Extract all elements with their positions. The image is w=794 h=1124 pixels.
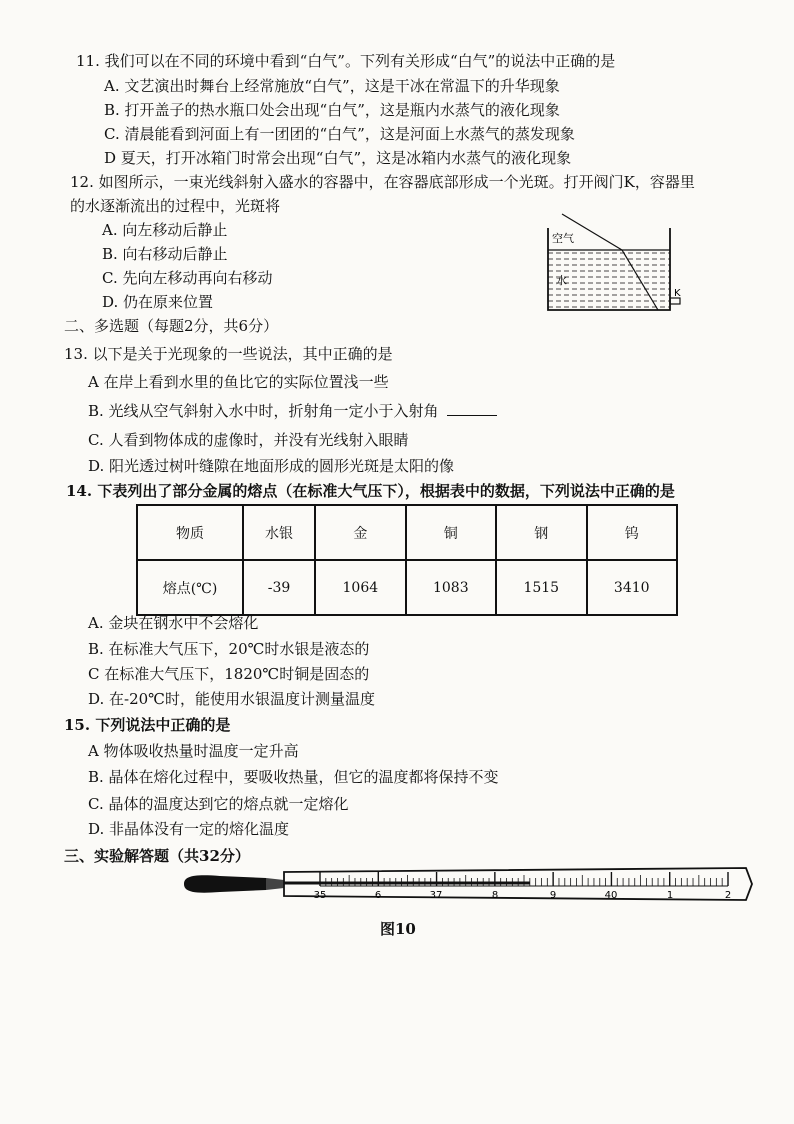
q11-option-d: D 夏天，打开冰箱门时常会出现“白气”，这是冰箱内水蒸气的液化现象 <box>104 149 572 167</box>
q12-option-a: A. 向左移动后静止 <box>102 221 228 239</box>
table-cell: 铜 <box>406 505 496 560</box>
q14-stem: 14. 下表列出了部分金属的熔点（在标准大气压下），根据表中的数据，下列说法中正确的是 <box>66 482 675 500</box>
q14-option-c: C 在标准大气压下，1820℃时铜是固态的 <box>88 665 370 683</box>
q13-option-d: D. 阳光透过树叶缝隙在地面形成的圆形光斑是太阳的像 <box>88 457 455 475</box>
q12-option-c: C. 先向左移动再向右移动 <box>102 269 273 287</box>
q14-option-b: B. 在标准大气压下，20℃时水银是液态的 <box>88 640 370 658</box>
q15-option-b: B. 晶体在熔化过程中，要吸收热量，但它的温度都将保持不变 <box>88 768 499 786</box>
q13-option-b-row <box>88 400 497 422</box>
table-cell: 熔点(℃) <box>137 560 243 615</box>
q13-stem: 13. 以下是关于光现象的一些说法，其中正确的是 <box>64 345 393 363</box>
thermometer-bulb <box>184 875 266 892</box>
tick-label: 9 <box>549 890 557 901</box>
q11-option-c: C. 清晨能看到河面上有一团团的“白气”，这是河面上水蒸气的蒸发现象 <box>104 125 575 143</box>
q13-option-a: A 在岸上看到水里的鱼比它的实际位置浅一些 <box>88 373 389 391</box>
answer-blank <box>447 401 497 416</box>
table-header-row <box>137 505 677 560</box>
table-cell: 1083 <box>406 560 496 615</box>
figure-caption: 图10 <box>380 920 416 938</box>
table-cell: 金 <box>315 505 405 560</box>
valve-label: K <box>674 288 681 299</box>
q15-option-d: D. 非晶体没有一定的熔化温度 <box>88 820 290 838</box>
water-label: 水 <box>556 274 567 287</box>
table-row <box>137 560 677 615</box>
q15-option-c: C. 晶体的温度达到它的熔点就一定熔化 <box>88 795 349 813</box>
section-2-heading: 二、多选题（每题2分，共6分） <box>64 317 279 335</box>
tick-label: 40 <box>604 890 618 901</box>
q14-option-d: D. 在-20℃时，能使用水银温度计测量温度 <box>88 690 375 708</box>
q12-stem-line2: 的水逐渐流出的过程中，光斑将 <box>70 197 281 215</box>
table-cell: 1515 <box>496 560 586 615</box>
q11-stem: 11. 我们可以在不同的环境中看到“白气”。下列有关形成“白气”的说法中正确的是 <box>76 52 616 70</box>
q12-stem-line1: 12. 如图所示，一束光线斜射入盛水的容器中，在容器底部形成一个光斑。打开阀门K，容器里 <box>70 173 695 191</box>
table-cell: 钨 <box>587 505 678 560</box>
table-cell: -39 <box>243 560 315 615</box>
q13-option-b: B. 光线从空气斜射入水中时，折射角一定小于入射角 <box>88 402 439 420</box>
tick-label: 37 <box>429 890 443 901</box>
air-label: 空气 <box>552 232 574 245</box>
refraction-container-diagram <box>540 208 690 318</box>
q11-option-b: B. 打开盖子的热水瓶口处会出现“白气”，这是瓶内水蒸气的液化现象 <box>104 101 560 119</box>
q15-option-a: A 物体吸收热量时温度一定升高 <box>88 742 299 760</box>
q15-stem: 15. 下列说法中正确的是 <box>64 716 231 734</box>
q11-option-a: A. 文艺演出时舞台上经常施放“白气”，这是干冰在常温下的升华现象 <box>104 77 560 95</box>
tick-label: 1 <box>666 890 674 901</box>
clinical-thermometer-figure <box>180 862 756 906</box>
tick-label: 6 <box>374 890 382 901</box>
tick-label: 2 <box>724 890 732 901</box>
q14-option-a: A. 金块在钢水中不会熔化 <box>88 614 259 632</box>
tick-label: 8 <box>491 890 499 901</box>
melting-point-table <box>136 504 678 616</box>
section-3-heading: 三、实验解答题（共32分） <box>64 847 250 865</box>
table-cell: 3410 <box>587 560 678 615</box>
q12-option-d: D. 仍在原来位置 <box>102 293 214 311</box>
q13-option-c: C. 人看到物体成的虚像时，并没有光线射入眼睛 <box>88 431 409 449</box>
tick-label: 35 <box>313 890 327 901</box>
thermometer-neck <box>266 878 284 890</box>
table-cell: 物质 <box>137 505 243 560</box>
table-cell: 水银 <box>243 505 315 560</box>
table-cell: 钢 <box>496 505 586 560</box>
q12-option-b: B. 向右移动后静止 <box>102 245 228 263</box>
table-cell: 1064 <box>315 560 405 615</box>
